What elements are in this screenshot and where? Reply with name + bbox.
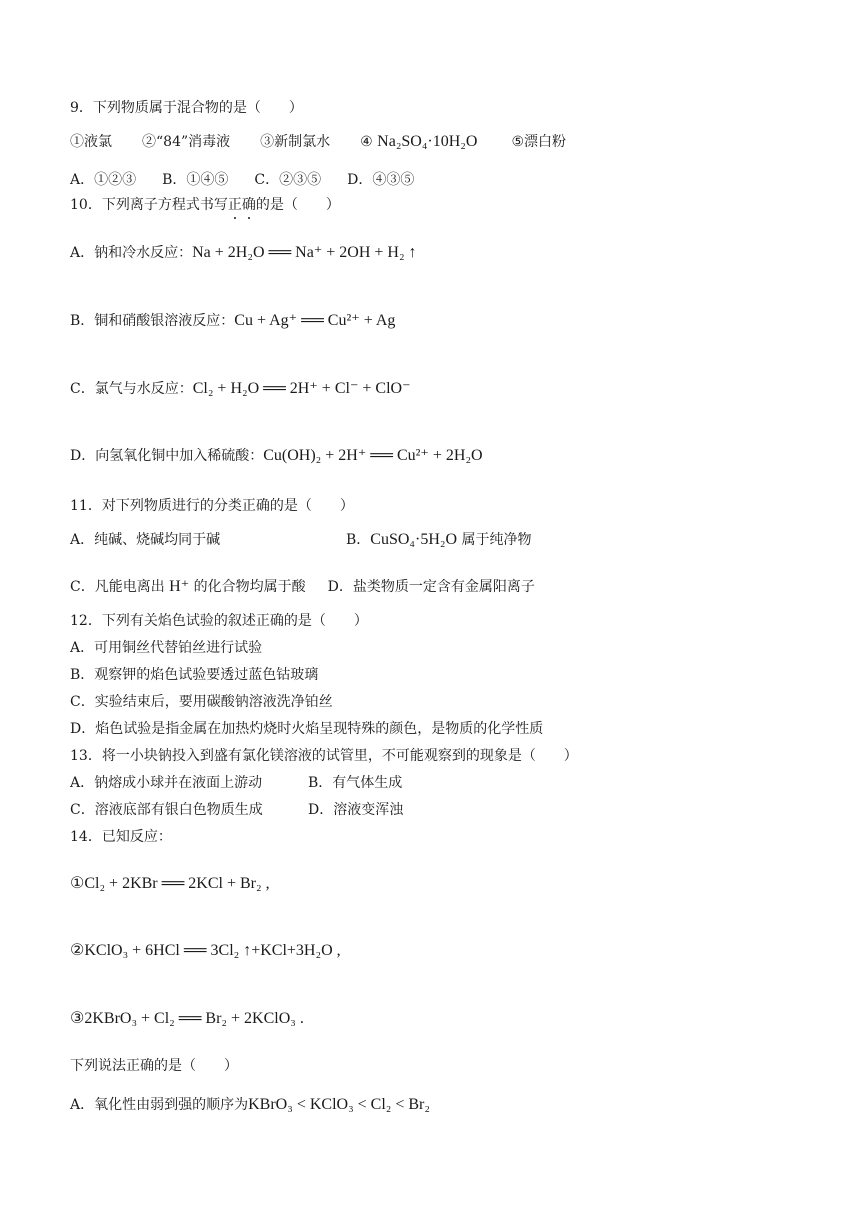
q14-reaction-1: ①Cl₂ + 2KBr ══ 2KCl + Br₂ , — [70, 875, 270, 892]
q9-item-3: ③新制氯水 — [260, 134, 331, 150]
q14-option-a — [70, 1095, 430, 1115]
q9-option-a: A．①②③ — [70, 172, 137, 188]
q9-item-2: ②“84”消毒液 — [142, 134, 231, 150]
q12-option-d: D．焰色试验是指金属在加热灼烧时火焰呈现特殊的颜色，是物质的化学性质 — [70, 721, 544, 737]
q10-option-c — [70, 379, 411, 399]
q11-option-b-formula: CuSO₄·5H₂O — [370, 531, 458, 548]
q11-option-b-label: B． — [346, 532, 371, 548]
q9-items — [70, 132, 566, 152]
q10-option-d-equation: Cu(OH)₂ + 2H⁺ ══ Cu²⁺ + 2H₂O — [263, 447, 483, 464]
q11-stem: 11．对下列物质进行的分类正确的是（ ） — [70, 498, 354, 514]
q9-option-b: B．①④⑤ — [162, 172, 229, 188]
q11-option-c-post: 的化合物均属于酸 — [189, 579, 306, 595]
q11-option-a: A．纯碱、烧碱均同于碱 — [70, 532, 221, 548]
q10-option-a-label: A．钠和冷水反应： — [70, 245, 193, 261]
q12-option-c: C．实验结束后，要用碳酸钠溶液洗净铂丝 — [70, 694, 333, 710]
q10-stem-emph-1: 正 — [227, 197, 242, 213]
q14-question: 下列说法正确的是（ ） — [70, 1058, 238, 1074]
q10-stem-emph-2: 确 — [241, 197, 256, 213]
q9-option-d: D．④③⑤ — [347, 172, 415, 188]
q14-stem: 14．已知反应： — [70, 829, 172, 845]
q10-option-d — [70, 446, 483, 466]
q9-item-4-mark: ④ — [360, 134, 373, 150]
q14-option-a-equation: KBrO₃ < KClO₃ < Cl₂ < Br₂ — [248, 1096, 430, 1113]
q9-options — [70, 170, 414, 190]
q10-option-c-label: C．氯气与水反应： — [70, 381, 193, 397]
q11-row-2 — [70, 577, 535, 597]
q13-option-b: B．有气体生成 — [308, 775, 403, 791]
q11-option-d: D．盐类物质一定含有金属阳离子 — [327, 579, 535, 595]
q10-option-a-equation: Na + 2H₂O ══ Na⁺ + 2OH + H₂ ↑ — [192, 244, 417, 261]
q9-item-1: ①液氯 — [70, 134, 112, 150]
q10-option-d-label: D．向氢氧化铜中加入稀硫酸： — [70, 448, 264, 464]
q14-option-a-label: A．氧化性由弱到强的顺序为 — [70, 1097, 249, 1113]
q10-option-b-equation: Cu + Ag⁺ ══ Cu²⁺ + Ag — [234, 312, 396, 329]
q11-row-1 — [70, 530, 531, 550]
q13-row-1 — [70, 773, 402, 793]
q14-reaction-2: ②KClO₃ + 6HCl ══ 3Cl₂ ↑+KCl+3H₂O , — [70, 942, 341, 959]
q10-stem — [70, 195, 340, 215]
q13-option-a: A．钠熔成小球并在液面上游动 — [70, 775, 263, 791]
q11-option-c-pre: C．凡能电离出 — [70, 579, 170, 595]
q13-option-d: D．溶液变浑浊 — [308, 802, 404, 818]
q13-stem: 13．将一小块钠投入到盛有氯化镁溶液的试管里，不可能观察到的现象是（ ） — [70, 748, 578, 764]
q9-stem: 9．下列物质属于混合物的是（ ） — [70, 100, 303, 116]
q12-option-a: A．可用铜丝代替铂丝进行试验 — [70, 640, 263, 656]
q10-option-a — [70, 243, 417, 263]
q13-option-c: C．溶液底部有银白色物质生成 — [70, 802, 263, 818]
q13-row-2 — [70, 800, 403, 820]
q9-item-5: ⑤漂白粉 — [511, 134, 566, 150]
q12-option-b: B．观察钾的焰色试验要透过蓝色钴玻璃 — [70, 667, 319, 683]
q11-option-b-text: 属于纯净物 — [457, 532, 532, 548]
q14-reaction-3: ③2KBrO₃ + Cl₂ ══ Br₂ + 2KClO₃ . — [70, 1010, 304, 1027]
q10-stem-pre: 10．下列离子方程式书写 — [70, 197, 228, 213]
q10-option-b — [70, 311, 395, 331]
q10-stem-post: 的是（ ） — [255, 197, 340, 213]
q10-option-c-equation: Cl₂ + H₂O ══ 2H⁺ + Cl⁻ + ClO⁻ — [192, 380, 411, 397]
q10-option-b-label: B．铜和硝酸银溶液反应： — [70, 313, 235, 329]
q9-item-4-formula: Na₂SO₄·10H₂O — [377, 133, 478, 150]
q9-option-c: C．②③⑤ — [254, 172, 322, 188]
q12-stem: 12．下列有关焰色试验的叙述正确的是（ ） — [70, 613, 368, 629]
q11-option-c-formula: H⁺ — [169, 578, 190, 595]
